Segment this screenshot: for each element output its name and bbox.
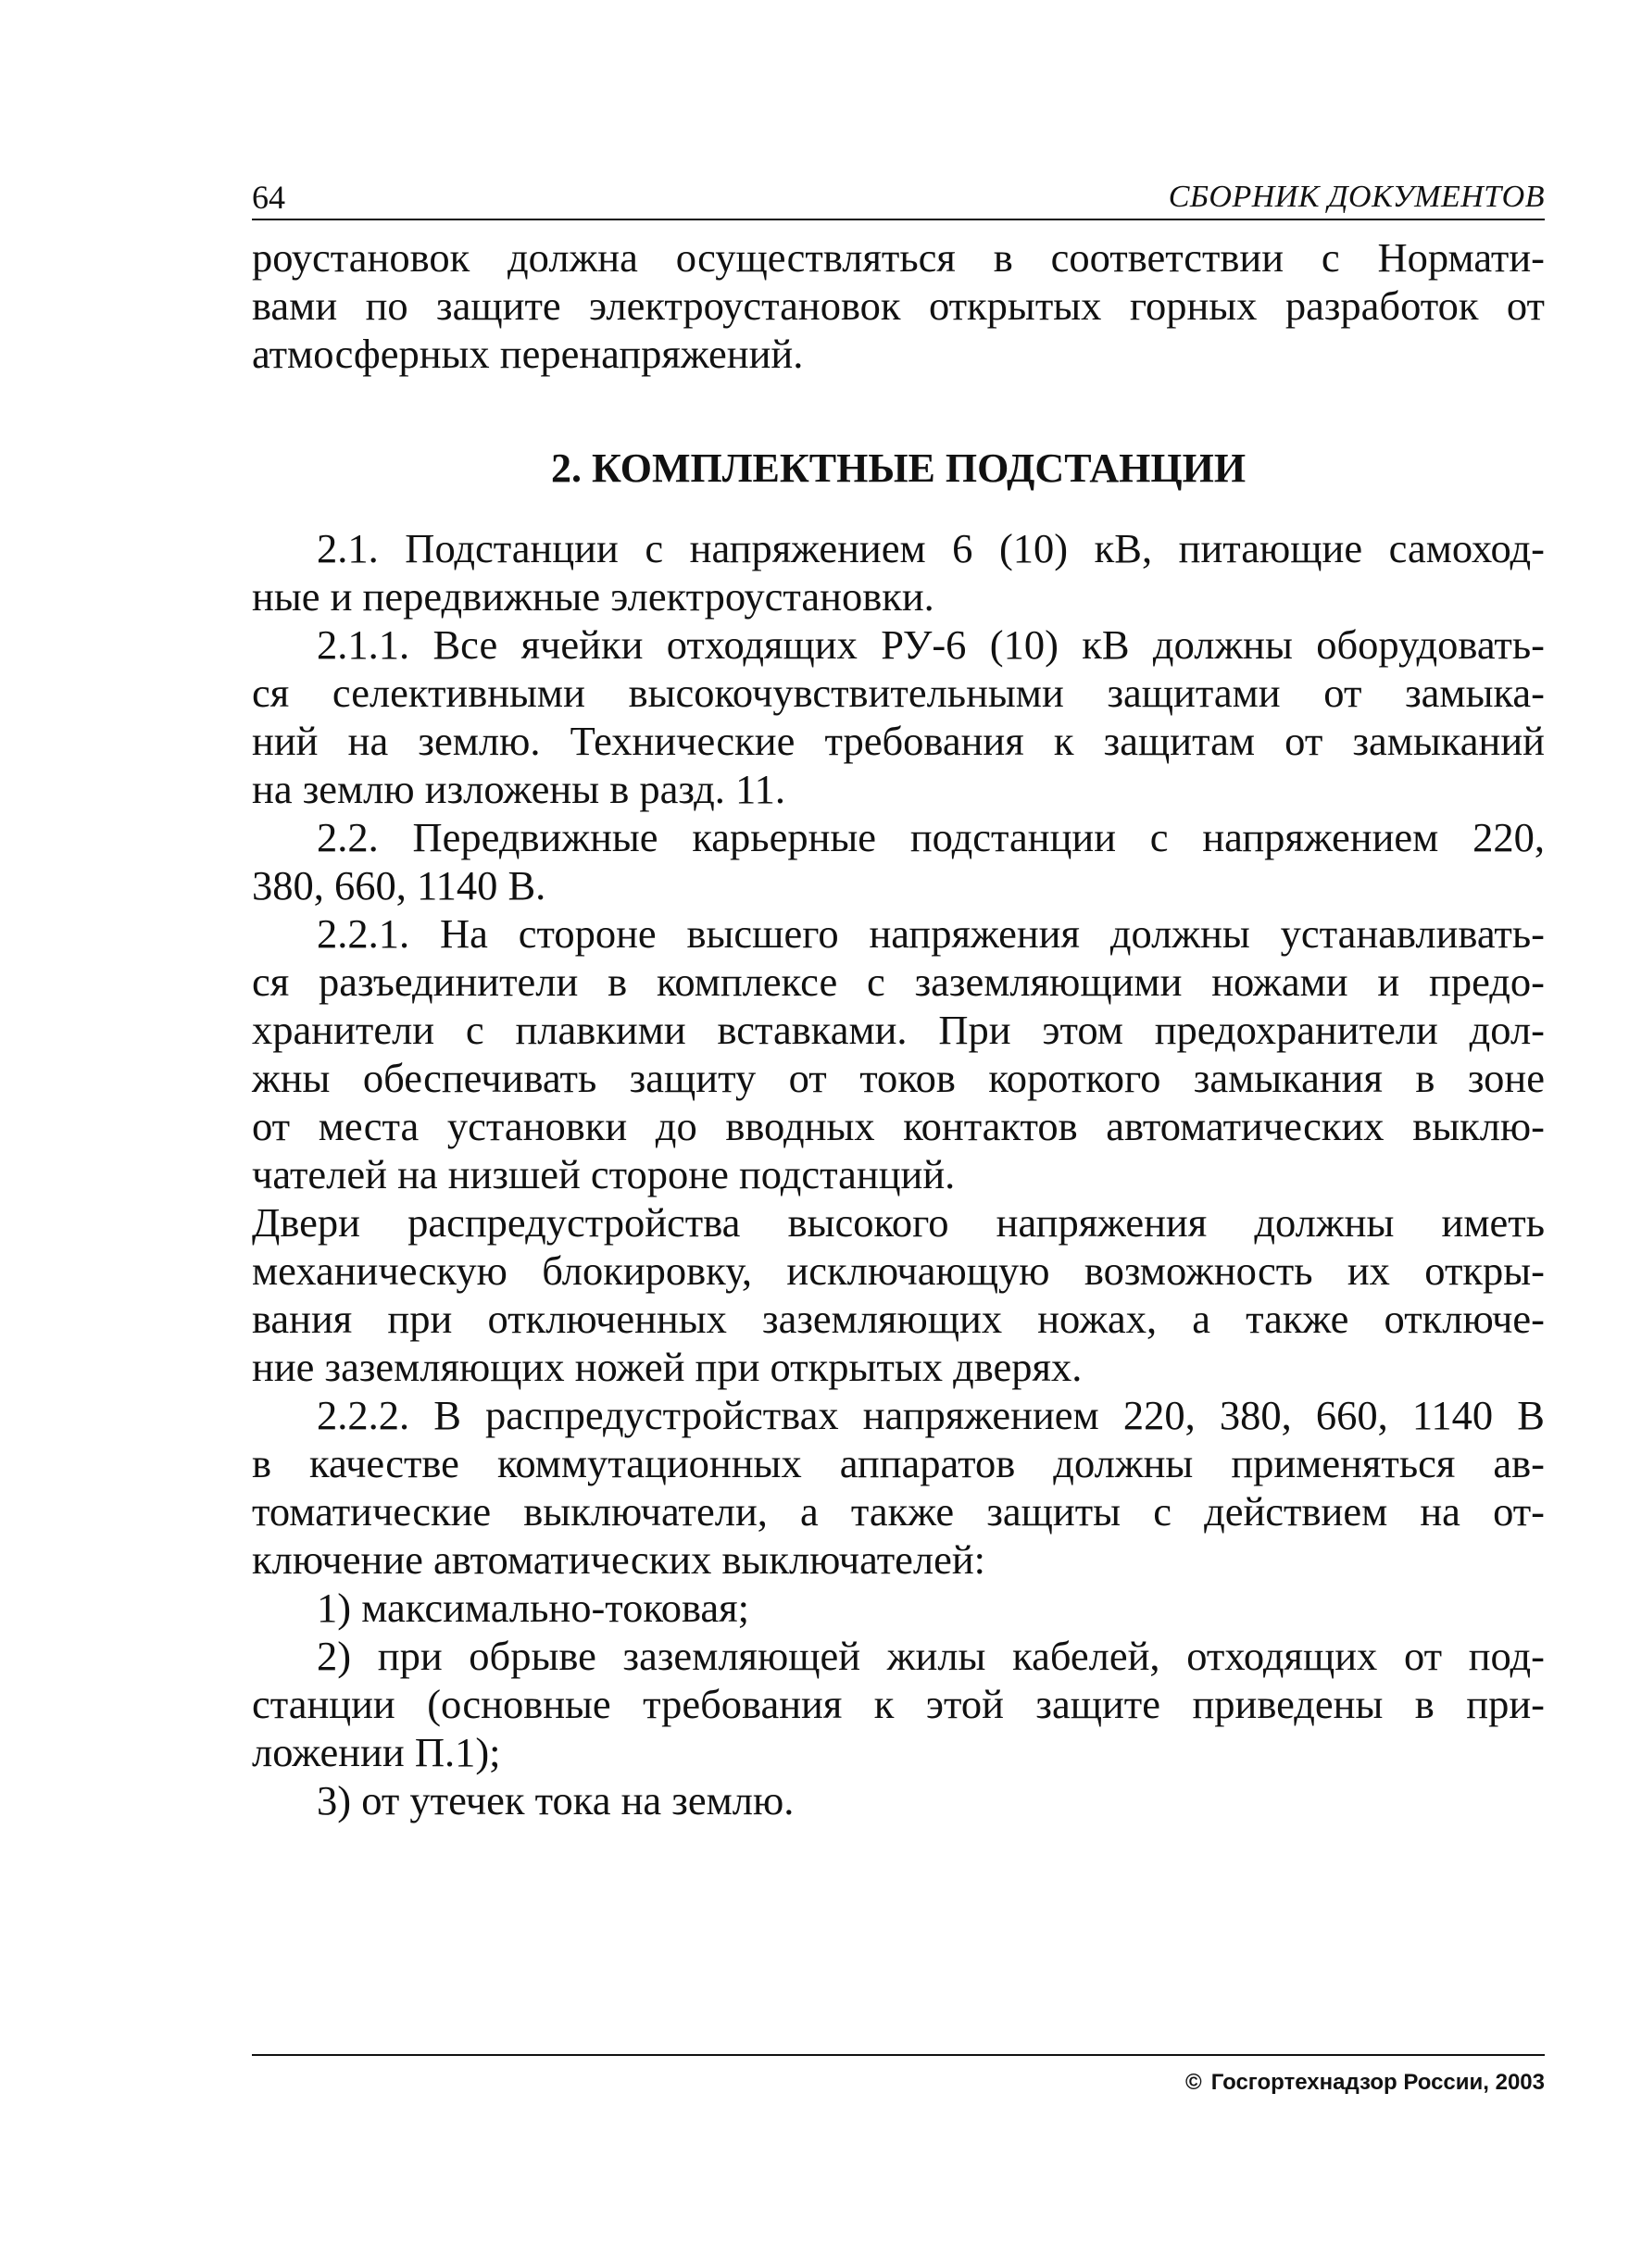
paragraph-line: чателей на низшей стороне подстанций. (252, 1151, 956, 1197)
paragraph-line: механическую блокировку, исключающую возможность их откры- (252, 1247, 1545, 1294)
paragraph-line: ний на землю. Технические требования к защитам от замыканий (252, 718, 1545, 764)
copyright-text: Госгортехнадзор России, 2003 (1210, 2070, 1545, 2095)
paragraph-line: 2.2.1. На стороне высшего напряжения должны устанавливать- (317, 910, 1545, 957)
paragraph-line: 2.2.2. В распредустройствах напряжением 220, 380, 660, 1140 В (317, 1392, 1545, 1438)
paragraph-line: Двери распредустройства высокого напряжения должны иметь (252, 1199, 1545, 1246)
paragraph-line: станции (основные требования к этой защите приведены в при- (252, 1681, 1545, 1727)
paragraph (252, 1776, 1545, 1824)
footer-rule (252, 2054, 1545, 2056)
paragraph-line: 380, 660, 1140 В. (252, 862, 546, 908)
paragraph (252, 524, 1545, 620)
paragraph-line: жны обеспечивать защиту от токов короткого замыкания в зоне (252, 1055, 1545, 1101)
paragraph-line: ние заземляющих ножей при открытых дверях. (252, 1344, 1083, 1390)
footer-copyright (1185, 2069, 1545, 2097)
paragraph-line: вания при отключенных заземляющих ножах, а также отключе- (252, 1296, 1545, 1342)
page-number: 64 (252, 179, 285, 216)
paragraph-line: 1) максимально-токовая; (317, 1585, 749, 1631)
paragraph (252, 813, 1545, 909)
page-header (252, 176, 1545, 220)
paragraph-line: роустановок должна осуществляться в соответствии с Нормати- (252, 234, 1545, 281)
intro-paragraph (252, 233, 1545, 378)
paragraph-line: 2.2. Передвижные карьерные подстанции с напряжением 220, (317, 814, 1545, 860)
paragraph-line: ся селективными высокочувствительными защитами от замыка- (252, 670, 1545, 716)
paragraph (252, 1198, 1545, 1391)
copyright-symbol: © (1185, 2070, 1202, 2095)
paragraph-line: на землю изложены в разд. 11. (252, 766, 786, 812)
paragraph-line: от места установки до вводных контактов автоматических выклю- (252, 1103, 1545, 1149)
paragraph-line: ложении П.1); (252, 1729, 501, 1775)
paragraph-line: ся разъединители в комплексе с заземляющими ножами и предо- (252, 959, 1545, 1005)
section-heading: 2. КОМПЛЕКТНЫЕ ПОДСТАНЦИИ (550, 445, 1247, 491)
paragraph-line: в качестве коммутационных аппаратов должны применяться ав- (252, 1440, 1545, 1486)
paragraph (252, 620, 1545, 813)
paragraph (252, 909, 1545, 1198)
paragraph-line: ключение автоматических выключателей: (252, 1536, 986, 1583)
paragraph (252, 1632, 1545, 1776)
paragraph-line: 2) при обрыве заземляющей жилы кабелей, отходящих от под- (317, 1633, 1545, 1679)
paragraph-line: 3) от утечек тока на землю. (317, 1777, 795, 1823)
paragraph-line: атмосферных перенапряжений. (252, 331, 804, 377)
paragraph-line: 2.1.1. Все ячейки отходящих РУ-6 (10) кВ должны оборудовать- (317, 621, 1545, 668)
paragraph-line: хранители с плавкими вставками. При этом предохранители дол- (252, 1007, 1545, 1053)
paragraph (252, 1584, 1545, 1632)
paragraph-line: вами по защите электроустановок открытых горных разработок от (252, 282, 1545, 329)
paragraph (252, 1391, 1545, 1584)
paragraph-line: томатические выключатели, а также защиты с действием на от- (252, 1488, 1545, 1535)
paragraph-line: 2.1. Подстанции с напряжением 6 (10) кВ, питающие самоход- (317, 525, 1545, 571)
paragraph-line: ные и передвижные электроустановки. (252, 573, 934, 620)
running-title: СБОРНИК ДОКУМЕНТОВ (1168, 180, 1545, 214)
